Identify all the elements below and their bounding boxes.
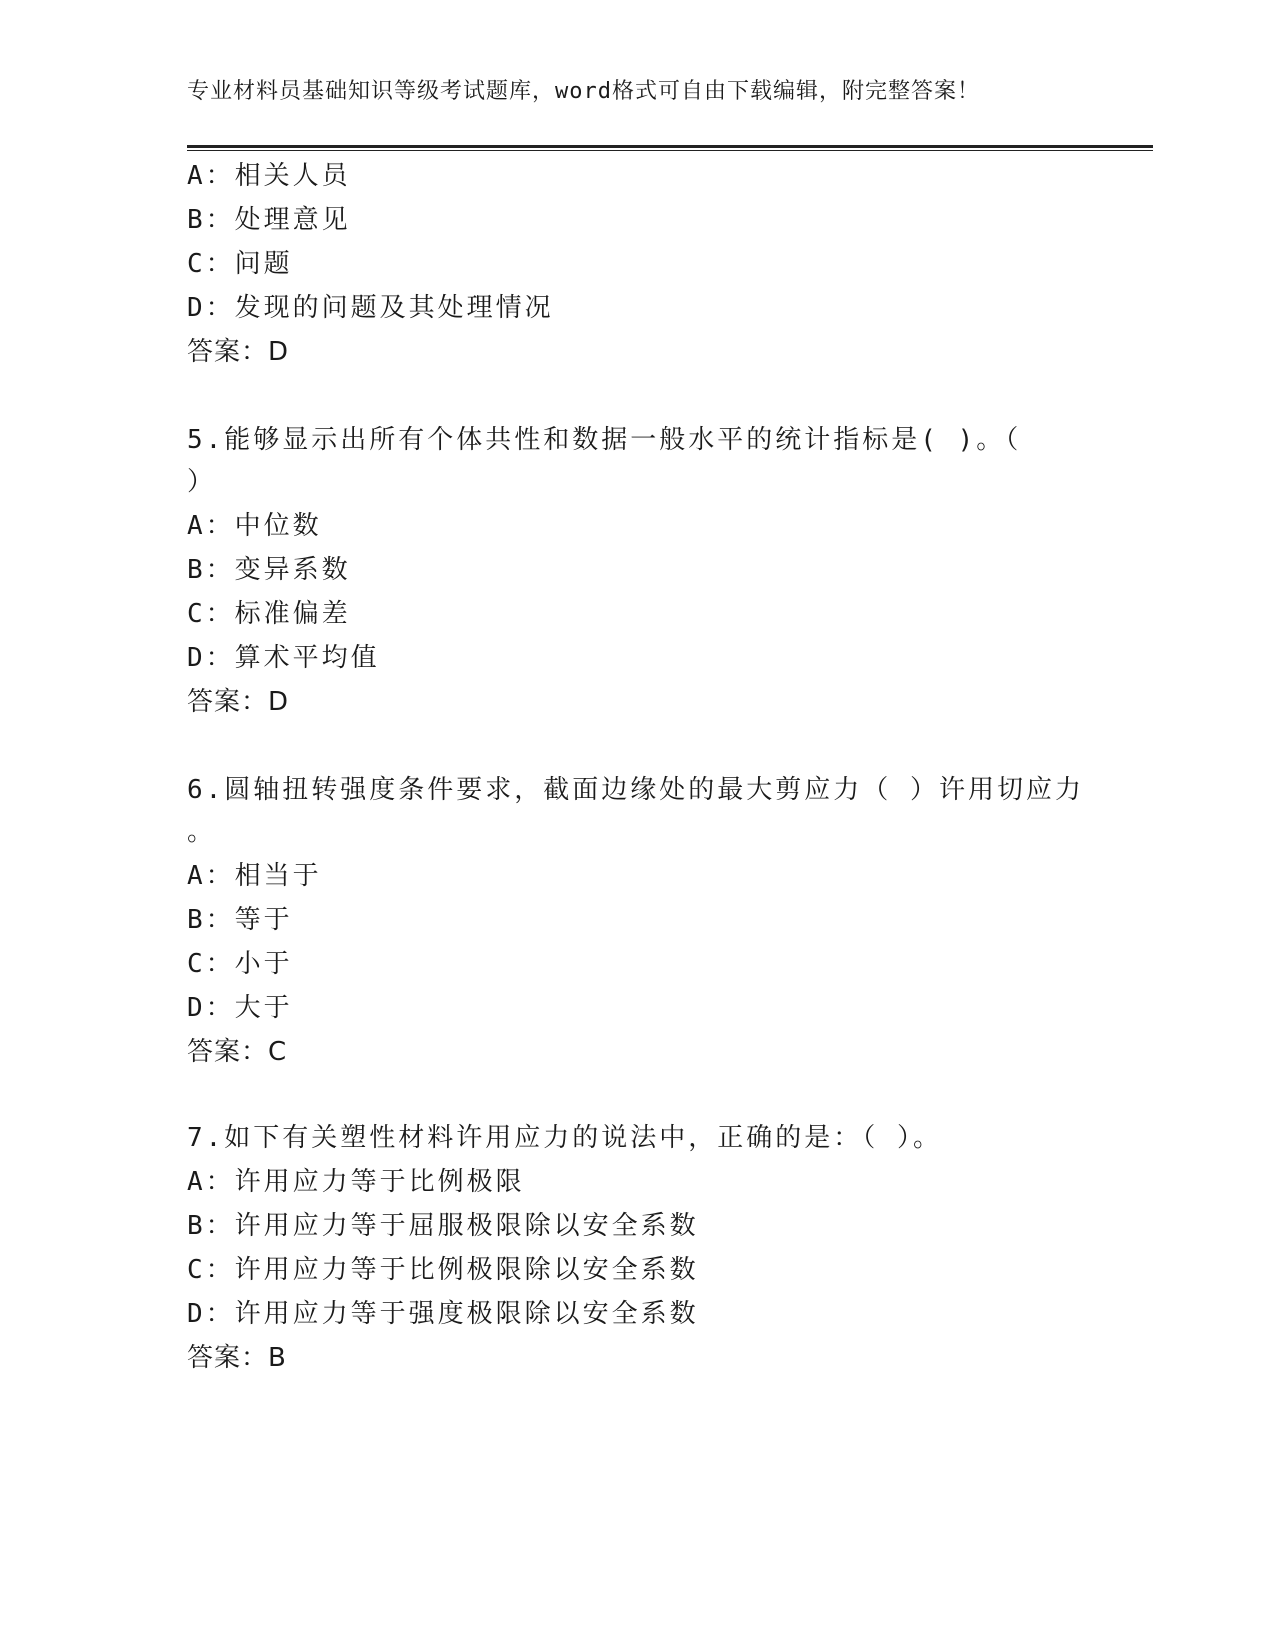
q6-option-c: C：小于 (187, 949, 293, 979)
q6-option-a: A：相当于 (187, 861, 322, 891)
q4-option-d: D：发现的问题及其处理情况 (187, 293, 554, 323)
q5-question-line-1: 5.能够显示出所有个体共性和数据一般水平的统计指标是( )。（ (187, 425, 1022, 455)
q7-option-b: B：许用应力等于屈服极限除以安全系数 (187, 1211, 699, 1241)
header-rule-thin (187, 150, 1153, 151)
q5-option-c: C：标准偏差 (187, 599, 351, 629)
q4-option-c: C：问题 (187, 249, 293, 279)
q6-question-line-2: 。 (187, 817, 217, 847)
q5-option-b: B：变异系数 (187, 555, 351, 585)
q6-option-b: B：等于 (187, 905, 293, 935)
header-rule-thick (187, 145, 1153, 148)
q5-answer: 答案：D (187, 687, 290, 717)
q6-answer: 答案：C (187, 1037, 288, 1067)
q6-option-d: D：大于 (187, 993, 293, 1023)
q4-answer: 答案：D (187, 337, 290, 367)
q7-answer: 答案：B (187, 1343, 287, 1373)
q7-question-line-1: 7.如下有关塑性材料许用应力的说法中，正确的是：（ ）。 (187, 1123, 942, 1153)
q7-option-c: C：许用应力等于比例极限除以安全系数 (187, 1255, 699, 1285)
q4-option-a: A：相关人员 (187, 161, 351, 191)
q5-question-line-2: ） (187, 467, 217, 497)
q7-option-d: D：许用应力等于强度极限除以安全系数 (187, 1299, 699, 1329)
q5-option-a: A：中位数 (187, 511, 322, 541)
q6-question-line-1: 6.圆轴扭转强度条件要求，截面边缘处的最大剪应力（ ）许用切应力 (187, 775, 1084, 805)
q7-option-a: A：许用应力等于比例极限 (187, 1167, 525, 1197)
header-title: 专业材料员基础知识等级考试题库，word格式可自由下载编辑，附完整答案！ (187, 79, 980, 104)
q5-option-d: D：算术平均值 (187, 643, 380, 673)
q4-option-b: B：处理意见 (187, 205, 351, 235)
